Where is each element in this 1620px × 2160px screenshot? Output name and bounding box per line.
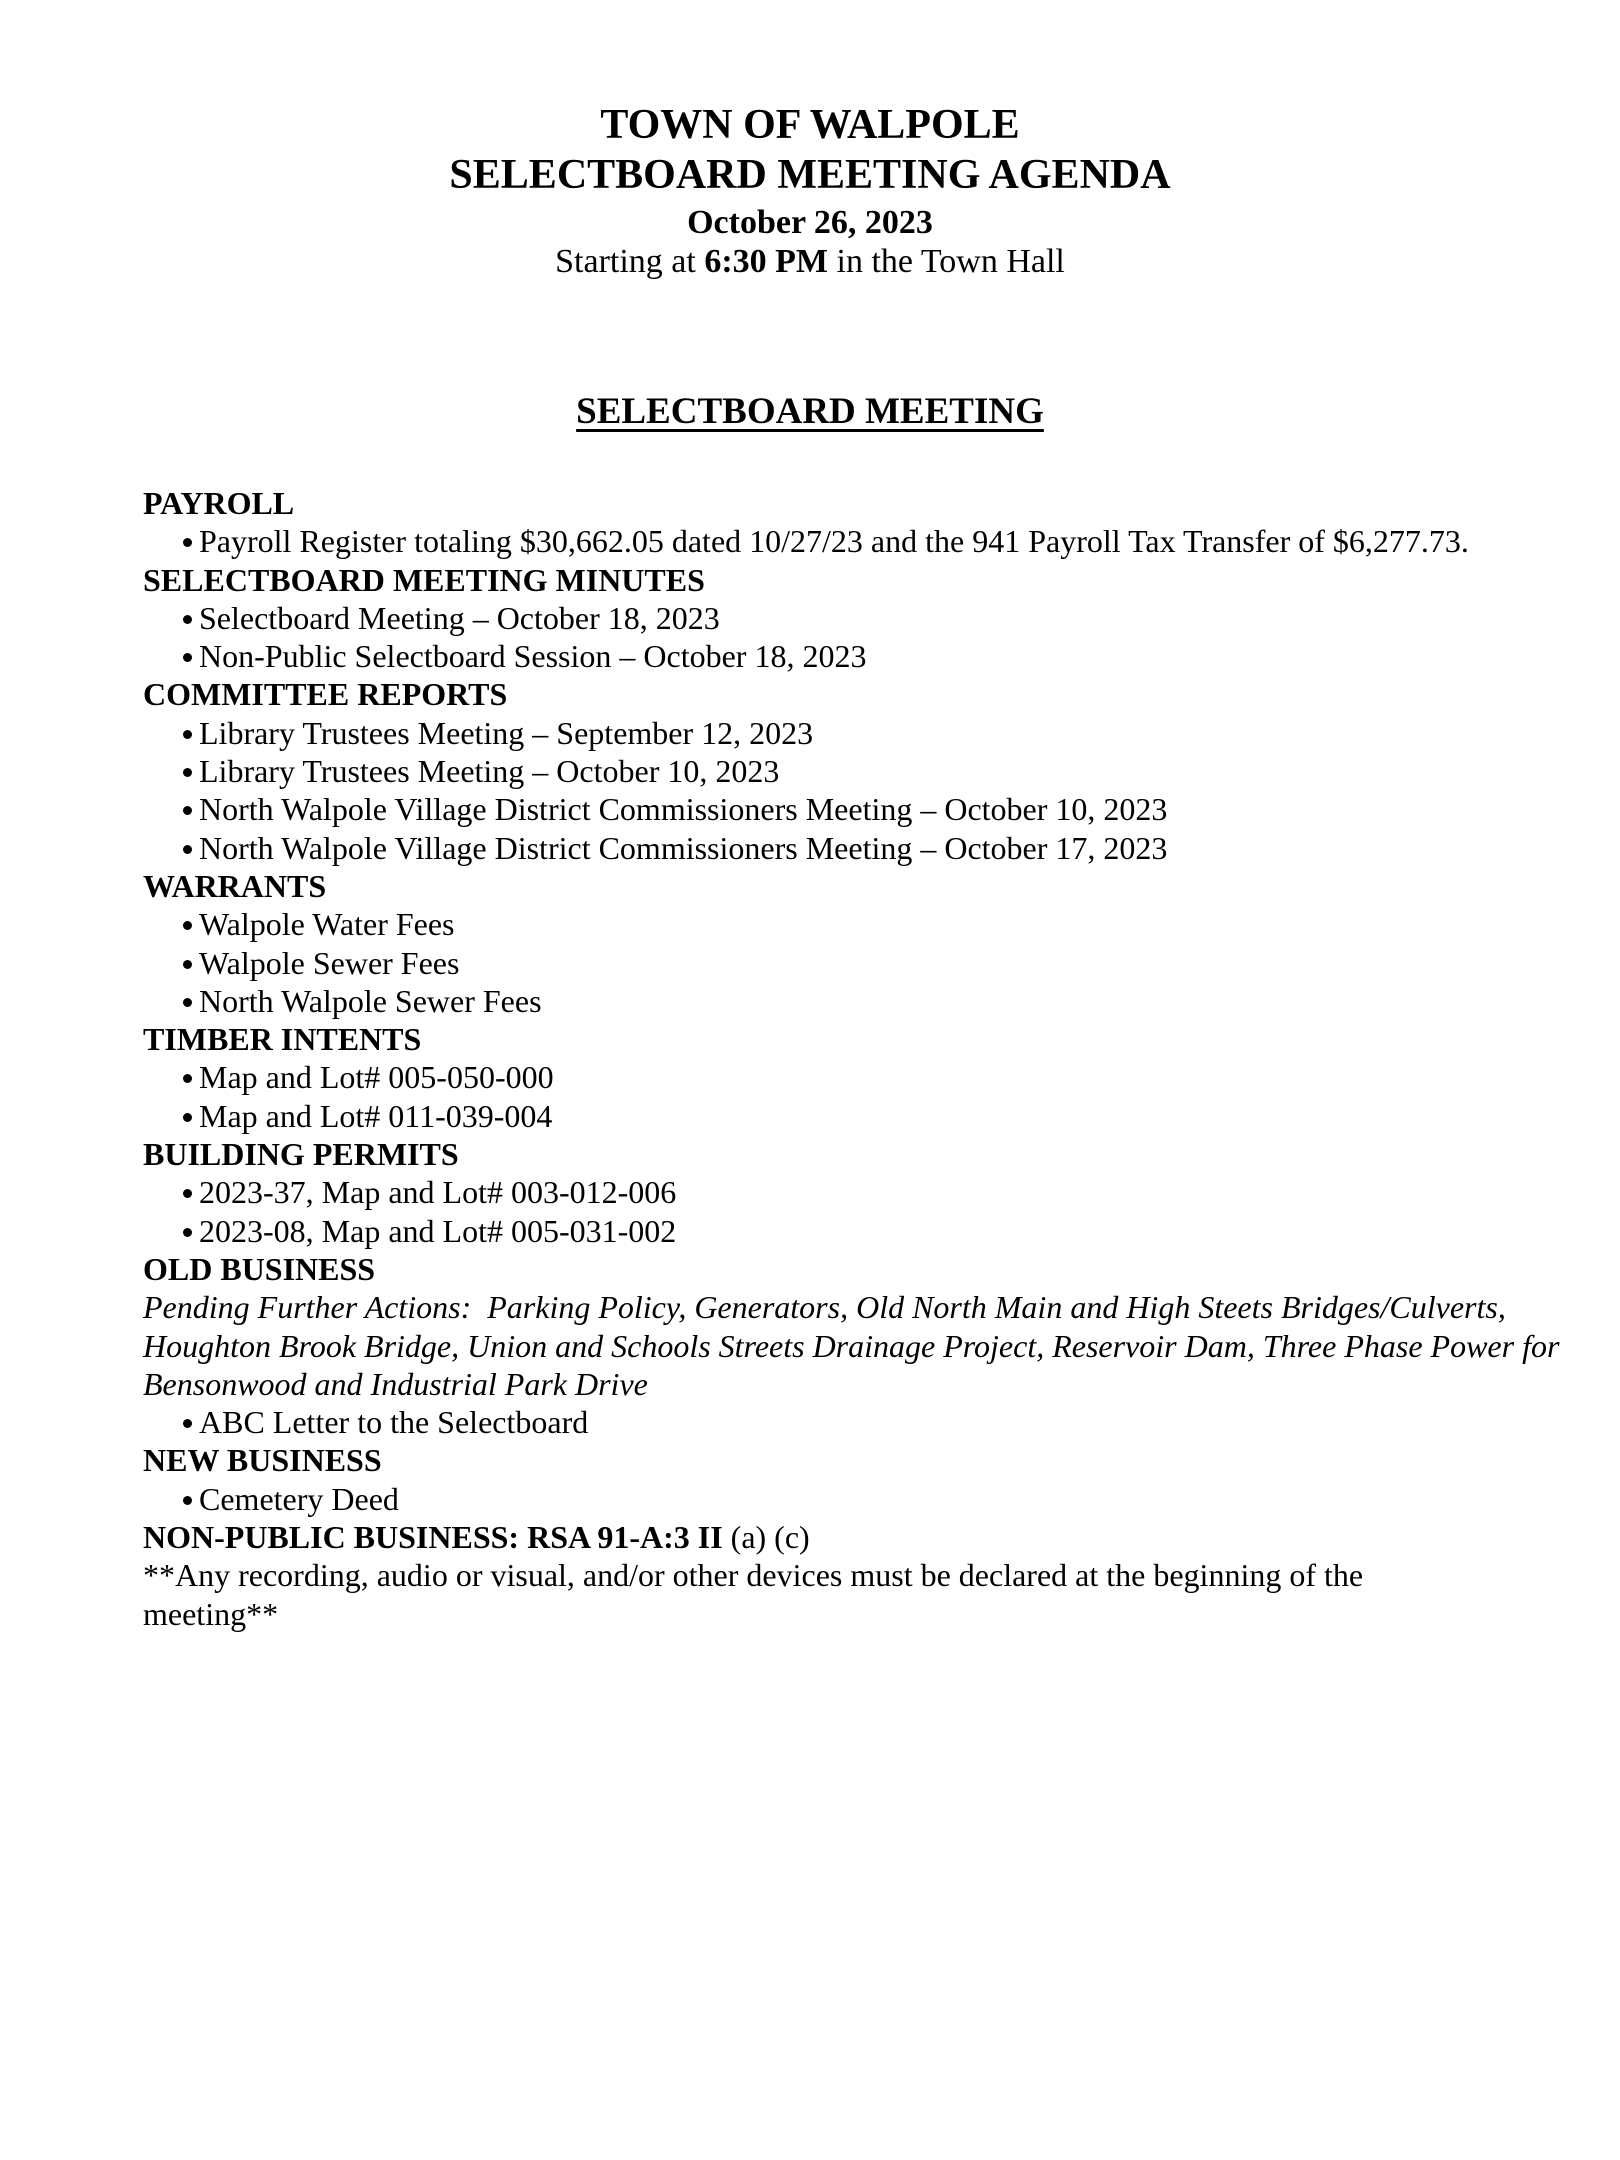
agenda-content xyxy=(0,484,1620,1633)
section-heading-non-public-business xyxy=(143,1518,1580,1556)
list-item xyxy=(143,1058,1580,1096)
bullet-icon xyxy=(183,806,192,815)
document-title-line2: SELECTBOARD MEETING AGENDA xyxy=(449,152,1171,198)
list-item xyxy=(143,790,1580,828)
section-heading-payroll: PAYROLL xyxy=(143,485,295,521)
pending-actions-line: Pending Further Actions: Parking Policy, Generators, Old North Main and High Steets Bridges/Culverts, xyxy=(143,1289,1506,1326)
list-item-text: 2023-08, Map and Lot# 005-031-002 xyxy=(199,1212,677,1249)
bullet-icon xyxy=(183,1228,192,1237)
list-item xyxy=(143,752,1580,790)
pending-actions-line: Houghton Brook Bridge, Union and Schools Streets Drainage Project, Reservoir Dam, Three Phase Power for xyxy=(143,1327,1560,1364)
starting-suffix: in the Town Hall xyxy=(828,243,1065,280)
recording-note-line: **Any recording, audio or visual, and/or other devices must be declared at the beginning of the xyxy=(143,1557,1364,1594)
list-item xyxy=(143,1173,1580,1211)
bullet-icon xyxy=(183,730,192,739)
list-item xyxy=(143,944,1580,982)
section-heading-old-business: OLD BUSINESS xyxy=(143,1250,376,1287)
list-item-text: North Walpole Sewer Fees xyxy=(199,982,542,1019)
bullet-icon xyxy=(183,1419,192,1428)
section-heading-new-business: NEW BUSINESS xyxy=(143,1442,382,1479)
bullet-icon xyxy=(183,998,192,1007)
list-item-text: Non-Public Selectboard Session – October 18, 2023 xyxy=(199,638,867,675)
list-item xyxy=(143,829,1580,867)
bullet-icon xyxy=(183,615,192,624)
bullet-icon xyxy=(183,538,192,547)
starting-prefix: Starting at xyxy=(555,243,705,280)
list-item-text: Walpole Water Fees xyxy=(199,906,455,943)
non-public-heading-bold: NON-PUBLIC BUSINESS: RSA 91-A:3 II xyxy=(143,1519,723,1556)
list-item xyxy=(143,599,1580,637)
section-heading-timber-intents: TIMBER INTENTS xyxy=(143,1021,422,1058)
bullet-icon xyxy=(183,1189,192,1198)
list-item-text: Selectboard Meeting – October 18, 2023 xyxy=(199,599,720,636)
list-item xyxy=(143,637,1580,675)
recording-note-line: meeting** xyxy=(143,1595,279,1632)
list-item-text: Cemetery Deed xyxy=(199,1480,399,1517)
document-title-line1: TOWN OF WALPOLE xyxy=(600,102,1020,148)
list-item-text: Map and Lot# 011-039-004 xyxy=(199,1097,553,1134)
list-item-text: North Walpole Village District Commissioners Meeting – October 17, 2023 xyxy=(199,829,1168,866)
document-header xyxy=(0,0,1620,281)
bullet-icon xyxy=(183,1074,192,1083)
section-heading-minutes: SELECTBOARD MEETING MINUTES xyxy=(143,561,705,598)
list-item-text: Library Trustees Meeting – September 12, 2023 xyxy=(199,714,814,751)
bullet-icon xyxy=(183,960,192,969)
bullet-icon xyxy=(183,1496,192,1505)
section-heading-committee-reports: COMMITTEE REPORTS xyxy=(143,676,508,713)
meeting-time-location xyxy=(0,242,1620,281)
list-item xyxy=(143,1212,1580,1250)
list-item-text: Library Trustees Meeting – October 10, 2023 xyxy=(199,753,780,790)
list-item-text: 2023-37, Map and Lot# 003-012-006 xyxy=(199,1174,677,1211)
list-item-text: Payroll Register totaling $30,662.05 dated 10/27/23 and the 941 Payroll Tax Transfer of $6,277.73. xyxy=(199,523,1469,560)
list-item xyxy=(143,1403,1580,1441)
bullet-icon xyxy=(183,1113,192,1122)
starting-time: 6:30 PM xyxy=(704,243,829,280)
list-item-text: Walpole Sewer Fees xyxy=(199,944,460,981)
meeting-section-header-row xyxy=(0,391,1620,440)
section-heading-warrants: WARRANTS xyxy=(143,867,327,904)
pending-actions-line: Bensonwood and Industrial Park Drive xyxy=(143,1365,648,1402)
bullet-icon xyxy=(183,921,192,930)
list-item-text: North Walpole Village District Commissioners Meeting – October 10, 2023 xyxy=(199,791,1168,828)
list-item-text: Map and Lot# 005-050-000 xyxy=(199,1059,554,1096)
list-item xyxy=(143,1480,1580,1518)
meeting-section-header: SELECTBOARD MEETING xyxy=(576,391,1044,432)
bullet-icon xyxy=(183,845,192,854)
bullet-icon xyxy=(183,653,192,662)
list-item xyxy=(143,982,1580,1020)
bullet-icon xyxy=(183,768,192,777)
list-item xyxy=(143,1097,1580,1135)
section-heading-building-permits: BUILDING PERMITS xyxy=(143,1136,459,1173)
list-item xyxy=(143,522,1580,560)
list-item xyxy=(143,714,1580,752)
list-item-text: ABC Letter to the Selectboard xyxy=(199,1404,589,1441)
list-item xyxy=(143,905,1580,943)
non-public-heading-regular: (a) (c) xyxy=(722,1519,810,1556)
meeting-date: October 26, 2023 xyxy=(687,204,933,241)
